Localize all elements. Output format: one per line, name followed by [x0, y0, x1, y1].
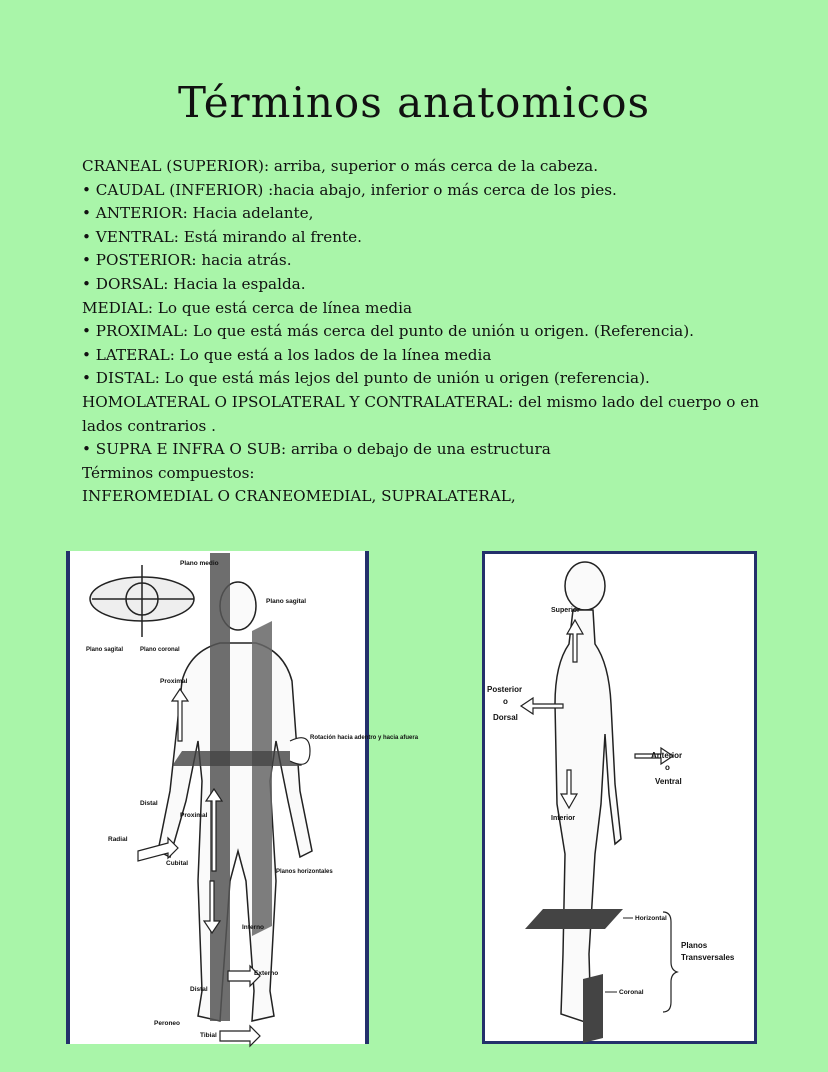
label-horizontal: Horizontal [635, 915, 667, 922]
front-body-illustration [70, 551, 419, 1044]
label-peroneo: Peroneo [154, 1020, 181, 1027]
label-radial: Radial [108, 836, 128, 843]
label-ventral: Ventral [655, 777, 682, 786]
horizontal-plane [525, 909, 623, 929]
radial-cubital-arrow [138, 838, 178, 861]
label-rotacion: Rotación hacia adentro y hacia afuera [310, 735, 419, 741]
tibial-arrow [220, 1026, 260, 1046]
label-distal-arm: Distal [140, 800, 158, 807]
label-planos-horizontales: Planos horizontales [276, 869, 333, 875]
label-plano-sagital: Plano sagital [266, 598, 307, 605]
label-plano-sagital-head: Plano sagital [86, 647, 124, 653]
term-line: • CAUDAL (INFERIOR) :hacia abajo, inferior o más cerca de los pies. [82, 180, 617, 199]
label-o-posterior: o [503, 697, 508, 706]
term-line: HOMOLATERAL O IPSOLATERAL Y CONTRALATERAL: del mismo lado del cuerpo o en lados contrarios . [82, 392, 759, 435]
label-transversales: Transversales [681, 953, 735, 962]
term-line: • POSTERIOR: hacia atrás. [82, 251, 292, 270]
label-tibial: Tibial [200, 1032, 217, 1039]
label-dorsal: Dorsal [493, 713, 518, 722]
term-line: CRANEAL (SUPERIOR): arriba, superior o más cerca de la cabeza. [82, 157, 599, 175]
side-body-illustration [485, 554, 754, 1041]
label-cubital: Cubital [166, 860, 189, 867]
anatomy-figure-front [66, 551, 419, 1044]
label-planos: Planos [681, 941, 708, 950]
planos-bracket [663, 912, 677, 1012]
term-line: • ANTERIOR: Hacia adelante, [82, 204, 314, 223]
term-line: • LATERAL: Lo que está a los lados de la línea media [82, 345, 492, 364]
term-line: MEDIAL: Lo que está cerca de línea media [82, 298, 413, 317]
anatomy-figure-side [482, 551, 757, 1044]
page-title: Términos anatomicos [177, 78, 651, 127]
label-plano-medio: Plano medio [180, 560, 219, 567]
label-anterior: Anterior [651, 751, 683, 760]
label-o-anterior: o [665, 763, 670, 772]
term-line: Términos compuestos: [82, 463, 255, 482]
label-superior: Superior [551, 607, 580, 614]
label-proximal-leg: Proximal [180, 812, 208, 819]
label-externo: Externo [254, 970, 279, 977]
label-proximal-arm: Proximal [160, 678, 188, 685]
term-line: • DORSAL: Hacia la espalda. [82, 274, 306, 293]
sagittal-plane [252, 621, 272, 936]
label-interno: Interno [242, 924, 265, 931]
label-posterior: Posterior [487, 685, 523, 694]
term-line: • DISTAL: Lo que está más lejos del punto de unión u origen (referencia). [82, 369, 650, 388]
term-line: • PROXIMAL: Lo que está más cerca del punto de unión u origen. (Referencia). [82, 322, 694, 341]
medial-plane [210, 553, 230, 1021]
terms-list [82, 155, 762, 509]
term-line: • VENTRAL: Está mirando al frente. [82, 227, 362, 246]
term-line: • SUPRA E INFRA O SUB: arriba o debajo de una estructura [82, 440, 551, 459]
label-plano-coronal: Plano coronal [140, 647, 180, 653]
coronal-plane [583, 974, 603, 1043]
rotation-arrow [290, 738, 310, 765]
horizontal-plane [172, 751, 302, 766]
label-coronal: Coronal [619, 989, 644, 996]
label-distal-leg: Distal [190, 986, 208, 993]
label-inferior: Inferior [551, 815, 576, 822]
term-line: INFEROMEDIAL O CRANEOMEDIAL, SUPRALATERAL, [82, 487, 516, 506]
